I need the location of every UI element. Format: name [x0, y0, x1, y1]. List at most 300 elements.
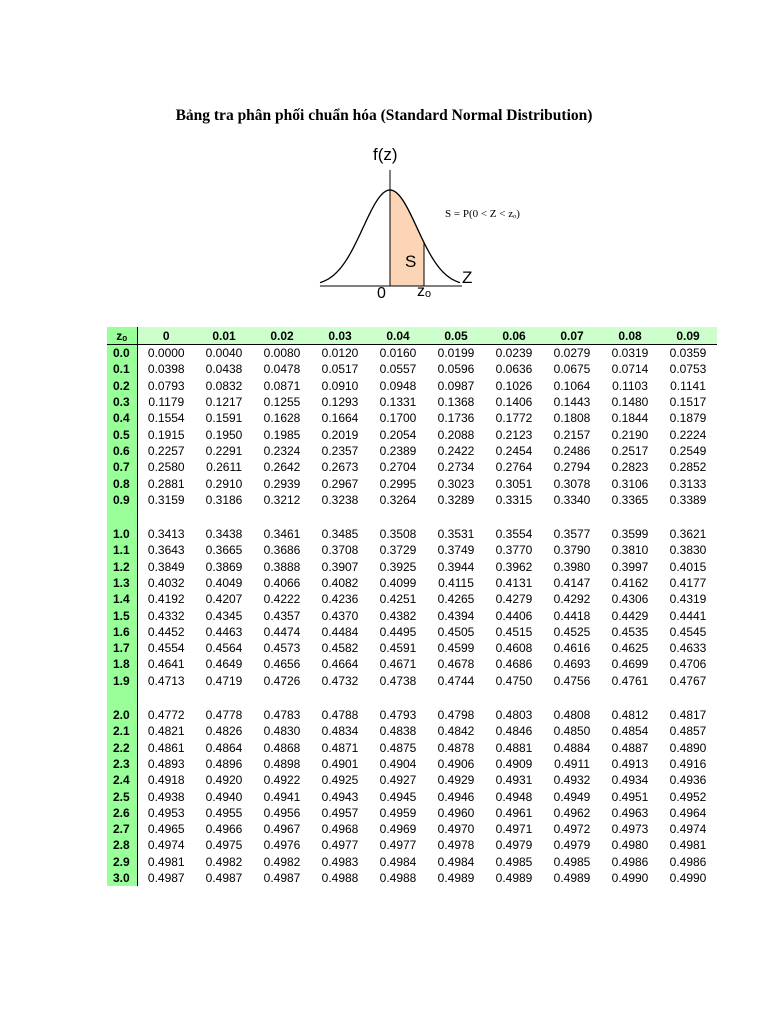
probability-cell: 0.3962 — [495, 559, 533, 574]
group-spacer-row — [107, 508, 717, 526]
column-header: 0.02 — [253, 327, 311, 345]
probability-cell: 0.4979 — [495, 838, 533, 853]
probability-cell: 0.4015 — [669, 559, 707, 574]
probability-cell: 0.4893 — [147, 756, 185, 771]
probability-cell: 0.0753 — [669, 362, 707, 377]
probability-cell: 0.3830 — [669, 543, 707, 558]
probability-cell: 0.3485 — [321, 527, 359, 542]
shaded-area-s — [390, 190, 424, 286]
probability-cell: 0.3665 — [205, 543, 243, 558]
probability-cell: 0.3944 — [437, 559, 475, 574]
probability-cell: 0.3159 — [147, 492, 185, 507]
probability-cell: 0.0517 — [321, 362, 359, 377]
probability-cell: 0.4940 — [205, 789, 243, 804]
probability-cell: 0.4842 — [437, 724, 475, 739]
probability-cell: 0.3340 — [553, 492, 591, 507]
probability-cell: 0.4946 — [437, 789, 475, 804]
probability-cell: 0.3461 — [263, 527, 301, 542]
probability-cell: 0.4871 — [321, 740, 359, 755]
probability-cell: 0.4798 — [437, 708, 475, 723]
probability-cell: 0.2939 — [263, 476, 301, 491]
z-value-cell: 2.7 — [107, 821, 137, 837]
probability-cell: 0.4918 — [147, 773, 185, 788]
probability-cell: 0.4952 — [669, 789, 707, 804]
probability-cell: 0.4957 — [321, 805, 359, 820]
probability-cell: 0.4608 — [495, 641, 533, 656]
table-header-row — [107, 327, 717, 345]
probability-cell: 0.1443 — [553, 395, 591, 410]
probability-cell: 0.4719 — [205, 673, 243, 688]
probability-cell: 0.4306 — [611, 592, 649, 607]
probability-cell: 0.4901 — [321, 756, 359, 771]
z-value-cell: 1.1 — [107, 542, 137, 558]
table-row — [107, 656, 717, 672]
probability-cell: 0.4830 — [263, 724, 301, 739]
probability-cell: 0.0636 — [495, 362, 533, 377]
probability-cell: 0.0793 — [147, 378, 185, 393]
spacer-cell — [369, 508, 427, 526]
probability-cell: 0.1700 — [379, 411, 417, 426]
probability-cell: 0.4904 — [379, 756, 417, 771]
probability-cell: 0.4925 — [321, 773, 359, 788]
probability-cell: 0.3531 — [437, 527, 475, 542]
probability-cell: 0.4192 — [147, 592, 185, 607]
z-value-cell: 2.5 — [107, 788, 137, 804]
probability-cell: 0.2291 — [205, 443, 243, 458]
probability-cell: 0.1331 — [379, 395, 417, 410]
probability-cell: 0.1480 — [611, 395, 649, 410]
probability-cell: 0.4968 — [321, 822, 359, 837]
probability-cell: 0.4977 — [321, 838, 359, 853]
probability-cell: 0.3907 — [321, 559, 359, 574]
probability-cell: 0.4985 — [495, 854, 533, 869]
probability-cell: 0.3643 — [147, 543, 185, 558]
probability-cell: 0.1628 — [263, 411, 301, 426]
table-row — [107, 426, 717, 442]
probability-cell: 0.4251 — [379, 592, 417, 607]
probability-cell: 0.4525 — [553, 624, 591, 639]
probability-cell: 0.4890 — [669, 740, 707, 755]
probability-cell: 0.3389 — [669, 492, 707, 507]
probability-cell: 0.3264 — [379, 492, 417, 507]
probability-cell: 0.4788 — [321, 708, 359, 723]
probability-cell: 0.4977 — [379, 838, 417, 853]
fz-label: f(z) — [373, 145, 398, 164]
spacer-cell — [485, 689, 543, 707]
column-header: 0.07 — [543, 327, 601, 345]
origin-label: 0 — [377, 285, 386, 302]
probability-cell: 0.4817 — [669, 708, 707, 723]
probability-cell: 0.4099 — [379, 576, 417, 590]
probability-cell: 0.0596 — [437, 362, 475, 377]
probability-cell: 0.1736 — [437, 411, 475, 426]
probability-cell: 0.0239 — [495, 346, 533, 361]
probability-cell: 0.4452 — [147, 624, 185, 639]
probability-cell: 0.4964 — [669, 805, 707, 820]
probability-cell: 0.4922 — [263, 773, 301, 788]
z-value-cell: 1.7 — [107, 640, 137, 656]
probability-cell: 0.4319 — [669, 592, 707, 607]
probability-cell: 0.4656 — [263, 657, 301, 672]
probability-cell: 0.4878 — [437, 740, 475, 755]
probability-cell: 0.0871 — [263, 378, 301, 393]
probability-cell: 0.4979 — [553, 838, 591, 853]
probability-cell: 0.4967 — [263, 822, 301, 837]
z-value-cell: 1.9 — [107, 673, 137, 689]
probability-cell: 0.4671 — [379, 657, 417, 672]
probability-cell: 0.2764 — [495, 460, 533, 475]
probability-cell: 0.4279 — [495, 592, 533, 607]
probability-cell: 0.4406 — [495, 608, 533, 623]
table-row — [107, 870, 717, 886]
z-axis-label: Z — [462, 268, 473, 287]
probability-cell: 0.4909 — [495, 756, 533, 771]
probability-cell: 0.2123 — [495, 427, 533, 442]
probability-cell: 0.4066 — [263, 576, 301, 590]
probability-cell: 0.4826 — [205, 724, 243, 739]
probability-cell: 0.4693 — [553, 657, 591, 672]
probability-cell: 0.3577 — [553, 527, 591, 542]
table-row — [107, 542, 717, 558]
probability-cell: 0.2673 — [321, 460, 359, 475]
probability-cell: 0.4963 — [611, 805, 649, 820]
probability-cell: 0.4573 — [263, 641, 301, 656]
probability-cell: 0.3997 — [611, 559, 649, 574]
probability-cell: 0.1554 — [147, 411, 185, 426]
probability-cell: 0.4750 — [495, 673, 533, 688]
column-header: 0 — [137, 327, 195, 345]
probability-cell: 0.4988 — [321, 871, 359, 886]
probability-cell: 0.3729 — [379, 543, 417, 558]
probability-cell: 0.1103 — [612, 378, 648, 393]
spacer-cell — [369, 689, 427, 707]
z-value-cell: 0.0 — [107, 345, 137, 362]
probability-cell: 0.4936 — [669, 773, 707, 788]
probability-cell: 0.1368 — [437, 395, 475, 410]
z-value-cell: 1.2 — [107, 559, 137, 575]
probability-cell: 0.4906 — [437, 756, 475, 771]
probability-cell: 0.4961 — [495, 805, 533, 820]
probability-cell: 0.4332 — [147, 608, 185, 623]
table-row — [107, 854, 717, 870]
probability-cell: 0.3925 — [379, 559, 417, 574]
probability-cell: 0.3849 — [147, 559, 185, 574]
probability-cell: 0.4976 — [263, 838, 301, 853]
probability-cell: 0.3869 — [205, 559, 243, 574]
probability-cell: 0.4896 — [205, 756, 243, 771]
probability-cell: 0.3315 — [495, 492, 533, 507]
probability-cell: 0.2517 — [611, 443, 649, 458]
probability-cell: 0.1844 — [611, 411, 649, 426]
probability-cell: 0.4162 — [611, 576, 649, 590]
probability-cell: 0.0398 — [147, 362, 185, 377]
probability-cell: 0.2611 — [206, 460, 242, 475]
probability-cell: 0.0557 — [379, 362, 417, 377]
probability-cell: 0.4932 — [553, 773, 591, 788]
probability-cell: 0.4970 — [437, 822, 475, 837]
probability-cell: 0.4884 — [553, 740, 591, 755]
probability-cell: 0.4965 — [147, 822, 185, 837]
table-row — [107, 410, 717, 426]
probability-cell: 0.4793 — [379, 708, 417, 723]
probability-cell: 0.1879 — [669, 411, 707, 426]
probability-cell: 0.3599 — [611, 527, 649, 542]
table-row — [107, 575, 717, 591]
probability-cell: 0.4370 — [321, 608, 359, 623]
probability-cell: 0.2019 — [321, 427, 359, 442]
probability-cell: 0.3413 — [147, 527, 185, 542]
probability-cell: 0.4812 — [611, 708, 649, 723]
z-value-spacer — [107, 508, 137, 526]
probability-cell: 0.4868 — [263, 740, 301, 755]
probability-cell: 0.2224 — [669, 427, 707, 442]
probability-cell: 0.4948 — [495, 789, 533, 804]
table-row — [107, 475, 717, 491]
normal-distribution-table — [107, 327, 717, 886]
probability-cell: 0.4115 — [438, 576, 474, 590]
column-header: 0.09 — [659, 327, 717, 345]
probability-cell: 0.2910 — [205, 476, 243, 491]
table-row — [107, 492, 717, 508]
probability-cell: 0.4495 — [379, 624, 417, 639]
z-value-cell: 3.0 — [107, 870, 137, 886]
probability-cell: 0.4881 — [495, 740, 533, 755]
probability-cell: 0.4236 — [321, 592, 359, 607]
probability-cell: 0.4920 — [205, 773, 243, 788]
probability-cell: 0.2324 — [263, 443, 301, 458]
probability-cell: 0.4962 — [553, 805, 591, 820]
z-value-cell: 1.8 — [107, 656, 137, 672]
spacer-cell — [543, 689, 601, 707]
area-label: S — [405, 252, 417, 271]
table-row — [107, 345, 717, 362]
probability-cell: 0.4846 — [495, 724, 533, 739]
probability-cell: 0.4981 — [669, 838, 707, 853]
probability-cell: 0.2852 — [669, 460, 707, 475]
probability-cell: 0.1026 — [495, 378, 533, 393]
probability-cell: 0.4177 — [669, 576, 707, 590]
probability-cell: 0.4974 — [669, 822, 707, 837]
probability-cell: 0.2734 — [437, 460, 475, 475]
probability-cell: 0.0987 — [437, 378, 475, 393]
z-value-cell: 0.4 — [107, 410, 137, 426]
table-row — [107, 673, 717, 689]
probability-cell: 0.0160 — [379, 346, 417, 361]
probability-cell: 0.4951 — [611, 789, 649, 804]
probability-cell: 0.4969 — [379, 822, 417, 837]
probability-cell: 0.4484 — [321, 624, 359, 639]
probability-cell: 0.4357 — [263, 608, 301, 623]
probability-cell: 0.1141 — [670, 378, 706, 393]
z-value-cell: 0.6 — [107, 443, 137, 459]
table-row — [107, 607, 717, 623]
spacer-cell — [311, 689, 369, 707]
probability-cell: 0.4706 — [669, 657, 707, 672]
probability-cell: 0.4265 — [437, 592, 475, 607]
spacer-cell — [601, 508, 659, 526]
normal-curve-figure — [310, 140, 550, 305]
probability-cell: 0.4032 — [147, 576, 185, 590]
probability-cell: 0.4929 — [437, 773, 475, 788]
probability-cell: 0.1808 — [553, 411, 591, 426]
probability-cell: 0.4941 — [263, 789, 301, 804]
probability-cell: 0.4222 — [263, 592, 301, 607]
probability-cell: 0.4345 — [205, 608, 243, 623]
z-value-cell: 1.5 — [107, 607, 137, 623]
probability-cell: 0.4545 — [669, 624, 707, 639]
probability-cell: 0.1179 — [148, 395, 185, 410]
probability-cell: 0.0080 — [263, 346, 301, 361]
probability-cell: 0.4975 — [205, 838, 243, 853]
probability-cell: 0.4955 — [205, 805, 243, 820]
probability-cell: 0.4931 — [495, 773, 533, 788]
probability-cell: 0.4982 — [263, 854, 301, 869]
table-row — [107, 837, 717, 853]
probability-cell: 0.3212 — [263, 492, 301, 507]
spacer-cell — [659, 689, 717, 707]
probability-cell: 0.4989 — [437, 871, 475, 886]
probability-cell: 0.1591 — [205, 411, 243, 426]
z-value-cell: 0.9 — [107, 492, 137, 508]
probability-cell: 0.4938 — [147, 789, 185, 804]
z-value-cell: 1.0 — [107, 526, 137, 542]
probability-cell: 0.3621 — [669, 527, 707, 542]
column-header: 0.05 — [427, 327, 485, 345]
probability-cell: 0.3023 — [437, 476, 475, 491]
probability-cell: 0.4599 — [437, 641, 475, 656]
z-value-cell: 0.3 — [107, 394, 137, 410]
spacer-cell — [311, 508, 369, 526]
probability-cell: 0.4535 — [611, 624, 649, 639]
spacer-cell — [137, 689, 195, 707]
spacer-cell — [659, 508, 717, 526]
spacer-cell — [253, 508, 311, 526]
probability-cell: 0.0714 — [611, 362, 649, 377]
probability-cell: 0.3770 — [495, 543, 533, 558]
page-title: Bảng tra phân phối chuẩn hóa (Standard Normal Distribution) — [175, 107, 593, 124]
probability-cell: 0.3554 — [495, 527, 533, 542]
probability-cell: 0.1664 — [321, 411, 359, 426]
probability-cell: 0.2486 — [553, 443, 591, 458]
table-row — [107, 591, 717, 607]
probability-cell: 0.2823 — [611, 460, 649, 475]
probability-cell: 0.2794 — [553, 460, 591, 475]
probability-cell: 0.4591 — [379, 641, 417, 656]
probability-cell: 0.0319 — [611, 346, 649, 361]
group-spacer-row — [107, 689, 717, 707]
probability-cell: 0.4990 — [669, 871, 707, 886]
probability-formula: S = P(0 < Z < zₒ) — [445, 208, 520, 220]
spacer-cell — [601, 689, 659, 707]
table-row — [107, 821, 717, 837]
probability-cell: 0.4554 — [147, 641, 185, 656]
probability-cell: 0.0478 — [263, 362, 301, 377]
probability-cell: 0.4966 — [205, 822, 243, 837]
probability-cell: 0.4756 — [553, 673, 591, 688]
probability-cell: 0.4441 — [669, 608, 707, 623]
probability-cell: 0.4982 — [205, 854, 243, 869]
spacer-cell — [253, 689, 311, 707]
probability-cell: 0.4726 — [263, 673, 301, 688]
probability-cell: 0.4987 — [205, 871, 243, 886]
spacer-cell — [195, 689, 253, 707]
z-value-cell: 0.8 — [107, 475, 137, 491]
probability-cell: 0.4649 — [205, 657, 243, 672]
probability-cell: 0.4761 — [611, 673, 649, 688]
z-value-cell: 2.0 — [107, 707, 137, 723]
probability-cell: 0.4641 — [147, 657, 185, 672]
probability-cell: 0.2422 — [437, 443, 475, 458]
probability-cell: 0.2549 — [669, 443, 707, 458]
probability-cell: 0.4861 — [147, 740, 185, 755]
table-row — [107, 624, 717, 640]
probability-cell: 0.3810 — [611, 543, 649, 558]
table-row — [107, 640, 717, 656]
probability-cell: 0.4987 — [147, 871, 185, 886]
probability-cell: 0.1217 — [205, 395, 243, 410]
spacer-cell — [195, 508, 253, 526]
column-header: 0.01 — [195, 327, 253, 345]
probability-cell: 0.4956 — [263, 805, 301, 820]
probability-cell: 0.4821 — [147, 724, 185, 739]
probability-cell: 0.4864 — [205, 740, 243, 755]
table-row — [107, 443, 717, 459]
probability-cell: 0.3238 — [321, 492, 359, 507]
probability-cell: 0.3078 — [553, 476, 591, 491]
table-row — [107, 772, 717, 788]
probability-cell: 0.4980 — [611, 838, 649, 853]
column-header: 0.06 — [485, 327, 543, 345]
probability-cell: 0.4989 — [553, 871, 591, 886]
probability-cell: 0.4463 — [205, 624, 243, 639]
probability-cell: 0.3686 — [263, 543, 301, 558]
probability-cell: 0.0120 — [321, 346, 359, 361]
probability-cell: 0.0000 — [147, 346, 185, 361]
probability-cell: 0.3508 — [379, 527, 417, 542]
probability-cell: 0.2157 — [553, 427, 591, 442]
probability-cell: 0.2257 — [147, 443, 185, 458]
z-value-cell: 1.4 — [107, 591, 137, 607]
probability-cell: 0.4988 — [379, 871, 417, 886]
probability-cell: 0.4131 — [495, 576, 533, 590]
probability-cell: 0.4959 — [379, 805, 417, 820]
z-value-cell: 0.1 — [107, 361, 137, 377]
probability-cell: 0.2357 — [321, 443, 359, 458]
table-corner-header: zₒ — [107, 327, 137, 345]
z-value-cell: 0.5 — [107, 426, 137, 442]
probability-cell: 0.4394 — [437, 608, 475, 623]
z-value-cell: 1.3 — [107, 575, 137, 591]
probability-cell: 0.0199 — [437, 346, 475, 361]
probability-cell: 0.4049 — [205, 576, 243, 590]
table-row — [107, 559, 717, 575]
table-row — [107, 788, 717, 804]
probability-cell: 0.4738 — [379, 673, 417, 688]
probability-cell: 0.3365 — [611, 492, 649, 507]
probability-cell: 0.4953 — [147, 805, 185, 820]
table-row — [107, 378, 717, 394]
column-header: 0.08 — [601, 327, 659, 345]
table-row — [107, 740, 717, 756]
z-value-cell: 0.2 — [107, 378, 137, 394]
table-row — [107, 526, 717, 542]
z-value-cell: 2.3 — [107, 756, 137, 772]
probability-cell: 0.4971 — [495, 822, 533, 837]
column-header: 0.04 — [369, 327, 427, 345]
probability-cell: 0.4990 — [611, 871, 649, 886]
probability-cell: 0.2995 — [379, 476, 417, 491]
probability-cell: 0.1915 — [147, 427, 185, 442]
